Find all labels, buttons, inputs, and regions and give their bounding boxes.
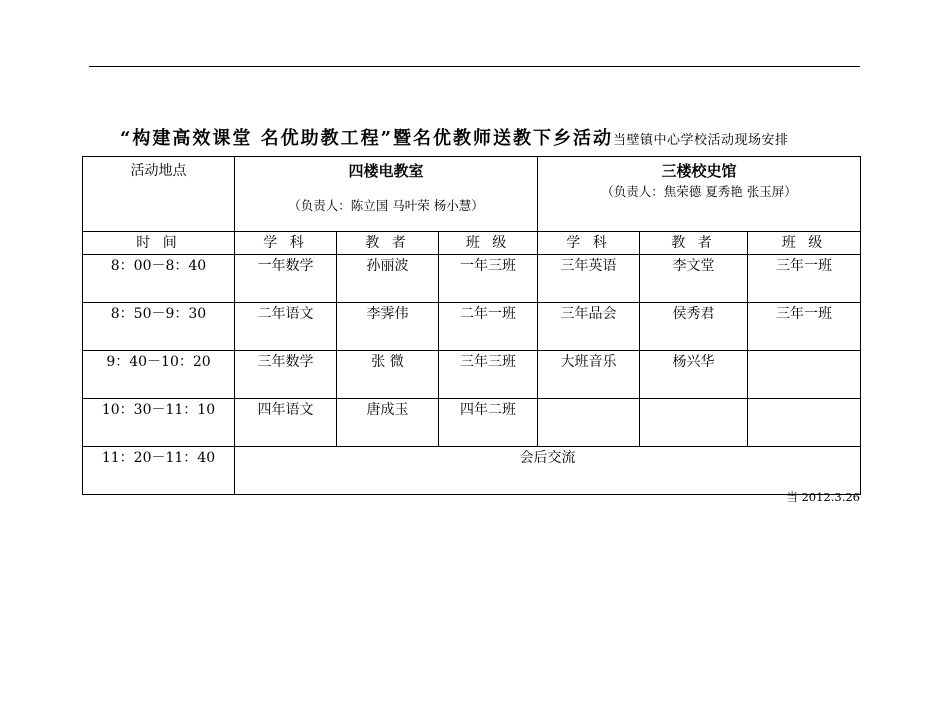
teacher-cell: 杨兴华: [640, 351, 748, 399]
venue2-name: 三楼校史馆: [661, 162, 737, 180]
subject-cell: 二年语文: [235, 303, 337, 351]
teacher-cell: 唐成玉: [337, 399, 439, 447]
subject-cell: 三年数学: [235, 351, 337, 399]
class-cell: 三年一班: [748, 303, 861, 351]
header-row: [83, 232, 861, 255]
subject-cell: 三年英语: [538, 255, 640, 303]
table-row: [83, 255, 861, 303]
header-class-2: 班 级: [748, 232, 861, 255]
schedule-table: [82, 156, 861, 495]
header-teacher: 教 者: [337, 232, 439, 255]
teacher-cell: 孙丽波: [337, 255, 439, 303]
class-cell: 三年三班: [439, 351, 538, 399]
teacher-cell: 李文堂: [640, 255, 748, 303]
header-subject-2: 学 科: [538, 232, 640, 255]
teacher-cell: 李霁伟: [337, 303, 439, 351]
teacher-cell: 侯秀君: [640, 303, 748, 351]
header-subject: 学 科: [235, 232, 337, 255]
subject-cell: 一年数学: [235, 255, 337, 303]
time-cell: 8：00－8：40: [83, 255, 235, 303]
class-cell: 二年一班: [439, 303, 538, 351]
page-title: [120, 128, 860, 152]
class-cell: [748, 399, 861, 447]
time-cell: 8：50－9：30: [83, 303, 235, 351]
venue1-cell: [235, 157, 538, 232]
venue-row: [83, 157, 861, 232]
header-rule: [89, 66, 860, 67]
time-cell: 11：20－11：40: [83, 447, 235, 495]
table-row: [83, 351, 861, 399]
subject-cell: 大班音乐: [538, 351, 640, 399]
title-main: “构建高效课堂 名优助教工程”暨名优教师送教下乡活动: [120, 128, 613, 149]
teacher-cell: [640, 399, 748, 447]
venue2-cell: [538, 157, 861, 232]
teacher-cell: 张 微: [337, 351, 439, 399]
table-row: [83, 303, 861, 351]
place-label-cell: [83, 157, 235, 232]
venue1-name: 四楼电教室: [348, 162, 424, 180]
class-cell: 四年二班: [439, 399, 538, 447]
class-cell: [748, 351, 861, 399]
header-teacher-2: 教 者: [640, 232, 748, 255]
class-cell: 三年一班: [748, 255, 861, 303]
time-cell: 9：40－10：20: [83, 351, 235, 399]
subject-cell: 四年语文: [235, 399, 337, 447]
title-suffix: 当壁镇中心学校活动现场安排: [612, 133, 789, 148]
place-label: 活动地点: [130, 163, 187, 179]
date-note: 当 2012.3.26: [786, 490, 860, 504]
header-class: 班 级: [439, 232, 538, 255]
header-time: 时 间: [83, 232, 235, 255]
class-cell: 一年三班: [439, 255, 538, 303]
table-row-final: [83, 447, 861, 495]
time-cell: 10：30－11：10: [83, 399, 235, 447]
table-row: [83, 399, 861, 447]
subject-cell: 三年品会: [538, 303, 640, 351]
venue1-responsible: （负责人：陈立国 马叶荣 杨小慧）: [288, 198, 484, 213]
activity-cell: 会后交流: [235, 447, 861, 495]
venue2-responsible: （负责人：焦荣德 夏秀艳 张玉屏）: [601, 184, 797, 199]
subject-cell: [538, 399, 640, 447]
